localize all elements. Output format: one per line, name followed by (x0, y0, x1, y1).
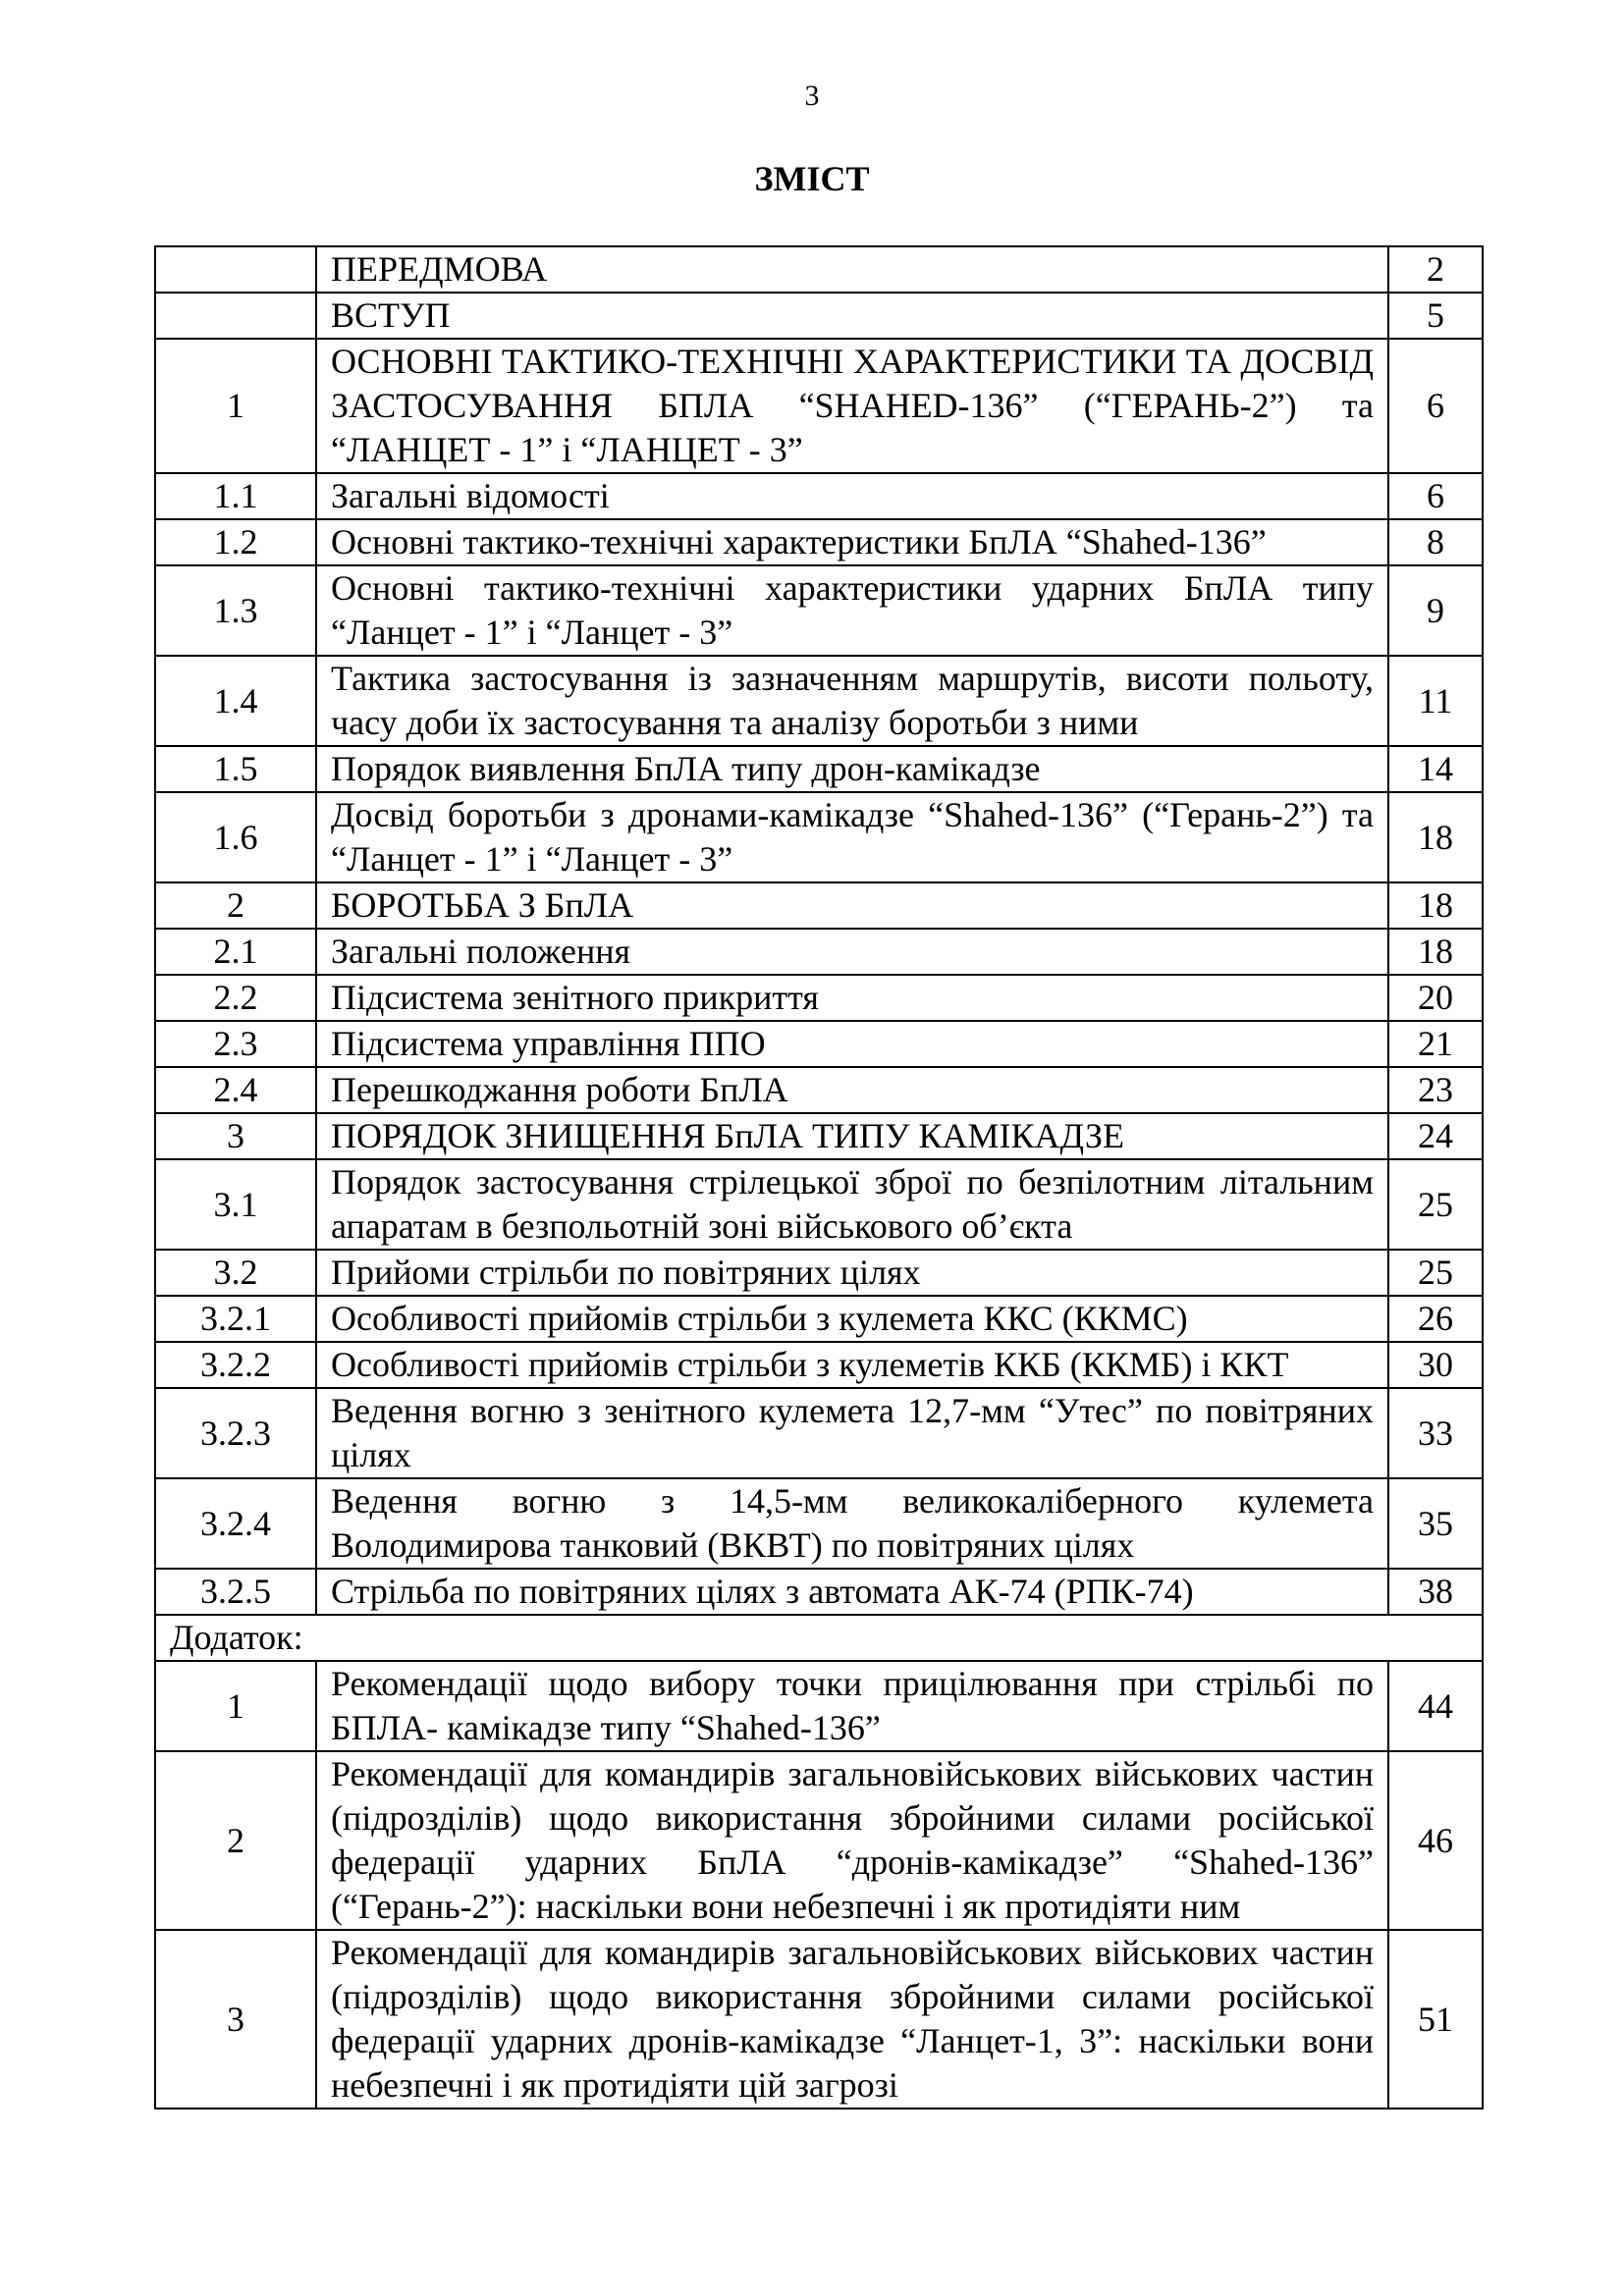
toc-number: 2.1 (155, 929, 316, 975)
toc-row (155, 565, 1483, 656)
toc-page: 21 (1388, 1021, 1483, 1067)
toc-page: 18 (1388, 882, 1483, 929)
toc-row (155, 293, 1483, 339)
toc-page: 38 (1388, 1569, 1483, 1615)
toc-row (155, 882, 1483, 929)
toc-title: ВСТУП (316, 293, 1388, 339)
toc-page: 33 (1388, 1388, 1483, 1478)
appendix-number: 1 (155, 1661, 316, 1751)
toc-page: 18 (1388, 792, 1483, 882)
toc-number: 3.2.2 (155, 1342, 316, 1388)
toc-title: Особливості прийомів стрільби з кулеметів ККБ (ККМБ) і ККТ (316, 1342, 1388, 1388)
appendix-row (155, 1930, 1483, 2109)
toc-title: ПОРЯДОК ЗНИЩЕННЯ БпЛА ТИПУ КАМІКАДЗЕ (316, 1113, 1388, 1159)
toc-number (155, 293, 316, 339)
toc-row (155, 519, 1483, 565)
toc-title: Стрільба по повітряних цілях з автомата АК-74 (РПК-74) (316, 1569, 1388, 1615)
toc-row (155, 746, 1483, 792)
toc-number: 3.1 (155, 1159, 316, 1250)
toc-page: 18 (1388, 929, 1483, 975)
toc-title: Загальні положення (316, 929, 1388, 975)
toc-row (155, 1569, 1483, 1615)
toc-number: 1.4 (155, 656, 316, 746)
toc-title: БОРОТЬБА З БпЛА (316, 882, 1388, 929)
toc-page: 8 (1388, 519, 1483, 565)
appendix-page: 46 (1388, 1751, 1483, 1930)
appendix-row (155, 1751, 1483, 1930)
toc-row (155, 1478, 1483, 1569)
appendix-title: Рекомендації щодо вибору точки прицілювання при стрільбі по БПЛА- камікадзе типу “Shahed-136” (316, 1661, 1388, 1751)
toc-title: Підсистема управління ППО (316, 1021, 1388, 1067)
toc-page: 6 (1388, 473, 1483, 519)
toc-page: 24 (1388, 1113, 1483, 1159)
toc-title: ОСНОВНІ ТАКТИКО-ТЕХНІЧНІ ХАРАКТЕРИСТИКИ ТА ДОСВІД ЗАСТОСУВАННЯ БПЛА “SHAHED-136” (“ГЕРАНЬ-2”) та “ЛАНЦЕТ - 1” і “ЛАНЦЕТ - 3” (316, 339, 1388, 473)
toc-row (155, 1067, 1483, 1113)
toc-row (155, 975, 1483, 1021)
toc-row (155, 1250, 1483, 1296)
toc-page: 14 (1388, 746, 1483, 792)
toc-page: 26 (1388, 1296, 1483, 1342)
toc-title: Ведення вогню з 14,5-мм великокаліберного кулемета Володимирова танковий (ВКВТ) по повітряних цілях (316, 1478, 1388, 1569)
toc-page: 35 (1388, 1478, 1483, 1569)
toc-row (155, 1388, 1483, 1478)
toc-row (155, 656, 1483, 746)
toc-title: Порядок виявлення БпЛА типу дрон-камікадзе (316, 746, 1388, 792)
appendix-title: Рекомендації для командирів загальновійськових військових частин (підрозділів) щодо використання збройними силами російської федерації ударних БпЛА “дронів-камікадзе” “Shahed-136” (“Герань-2”): наскільки вони небезпечні і як протидіяти ним (316, 1751, 1388, 1930)
toc-row (155, 473, 1483, 519)
toc-page: 9 (1388, 565, 1483, 656)
toc-row (155, 1021, 1483, 1067)
toc-row (155, 1342, 1483, 1388)
toc-title: ПЕРЕДМОВА (316, 246, 1388, 293)
appendix-number: 2 (155, 1751, 316, 1930)
toc-page: 25 (1388, 1159, 1483, 1250)
toc-title: Тактика застосування із зазначенням маршрутів, висоти польоту, часу доби їх застосування та аналізу боротьби з ними (316, 656, 1388, 746)
toc-row (155, 246, 1483, 293)
toc-title: Основні тактико-технічні характеристики БпЛА “Shahed-136” (316, 519, 1388, 565)
toc-title: Перешкоджання роботи БпЛА (316, 1067, 1388, 1113)
toc-number: 1.5 (155, 746, 316, 792)
toc-number: 1.6 (155, 792, 316, 882)
toc-body (155, 246, 1483, 2109)
page-number: 3 (804, 80, 820, 112)
toc-title: Загальні відомості (316, 473, 1388, 519)
toc-row (155, 1113, 1483, 1159)
toc-number: 3 (155, 1113, 316, 1159)
toc-title: Особливості прийомів стрільби з кулемета ККС (ККМС) (316, 1296, 1388, 1342)
toc-title: Досвід боротьби з дронами-камікадзе “Shahed-136” (“Герань-2”) та “Ланцет - 1” і “Ланцет - 3” (316, 792, 1388, 882)
toc-number: 1.1 (155, 473, 316, 519)
toc-title: Основні тактико-технічні характеристики ударних БпЛА типу “Ланцет - 1” і “Ланцет - 3” (316, 565, 1388, 656)
toc-page: 30 (1388, 1342, 1483, 1388)
toc-number: 2 (155, 882, 316, 929)
toc-number: 3.2.5 (155, 1569, 316, 1615)
toc-page: 23 (1388, 1067, 1483, 1113)
toc-page: 5 (1388, 293, 1483, 339)
toc-row (155, 792, 1483, 882)
toc-row (155, 929, 1483, 975)
toc-number: 2.2 (155, 975, 316, 1021)
appendix-page: 44 (1388, 1661, 1483, 1751)
toc-title: Порядок застосування стрілецької зброї по безпілотним літальним апаратам в безпольотній зоні військового об’єкта (316, 1159, 1388, 1250)
appendix-label: Додаток: (155, 1615, 1483, 1661)
toc-number (155, 246, 316, 293)
toc-number: 2.4 (155, 1067, 316, 1113)
toc-page: 20 (1388, 975, 1483, 1021)
toc-number: 1 (155, 339, 316, 473)
page-title: ЗМІСТ (754, 159, 870, 198)
appendix-title: Рекомендації для командирів загальновійськових військових частин (підрозділів) щодо використання збройними силами російської федерації ударних дронів-камікадзе “Ланцет-1, 3”: наскільки вони небезпечні і як протидіяти цій загрозі (316, 1930, 1388, 2109)
toc-title: Підсистема зенітного прикриття (316, 975, 1388, 1021)
toc-row (155, 339, 1483, 473)
appendix-page: 51 (1388, 1930, 1483, 2109)
appendix-row (155, 1661, 1483, 1751)
toc-number: 3.2.3 (155, 1388, 316, 1478)
toc-title: Ведення вогню з зенітного кулемета 12,7-мм “Утес” по повітряних цілях (316, 1388, 1388, 1478)
toc-number: 2.3 (155, 1021, 316, 1067)
toc-number: 1.3 (155, 565, 316, 656)
toc-row (155, 1296, 1483, 1342)
toc-page: 2 (1388, 246, 1483, 293)
toc-page: 6 (1388, 339, 1483, 473)
toc-page: 11 (1388, 656, 1483, 746)
toc-number: 1.2 (155, 519, 316, 565)
appendix-number: 3 (155, 1930, 316, 2109)
toc-page: 25 (1388, 1250, 1483, 1296)
toc-row (155, 1159, 1483, 1250)
table-of-contents (154, 245, 1484, 2109)
toc-number: 3.2.4 (155, 1478, 316, 1569)
toc-number: 3.2.1 (155, 1296, 316, 1342)
toc-title: Прийоми стрільби по повітряних цілях (316, 1250, 1388, 1296)
toc-number: 3.2 (155, 1250, 316, 1296)
appendix-header-row (155, 1615, 1483, 1661)
